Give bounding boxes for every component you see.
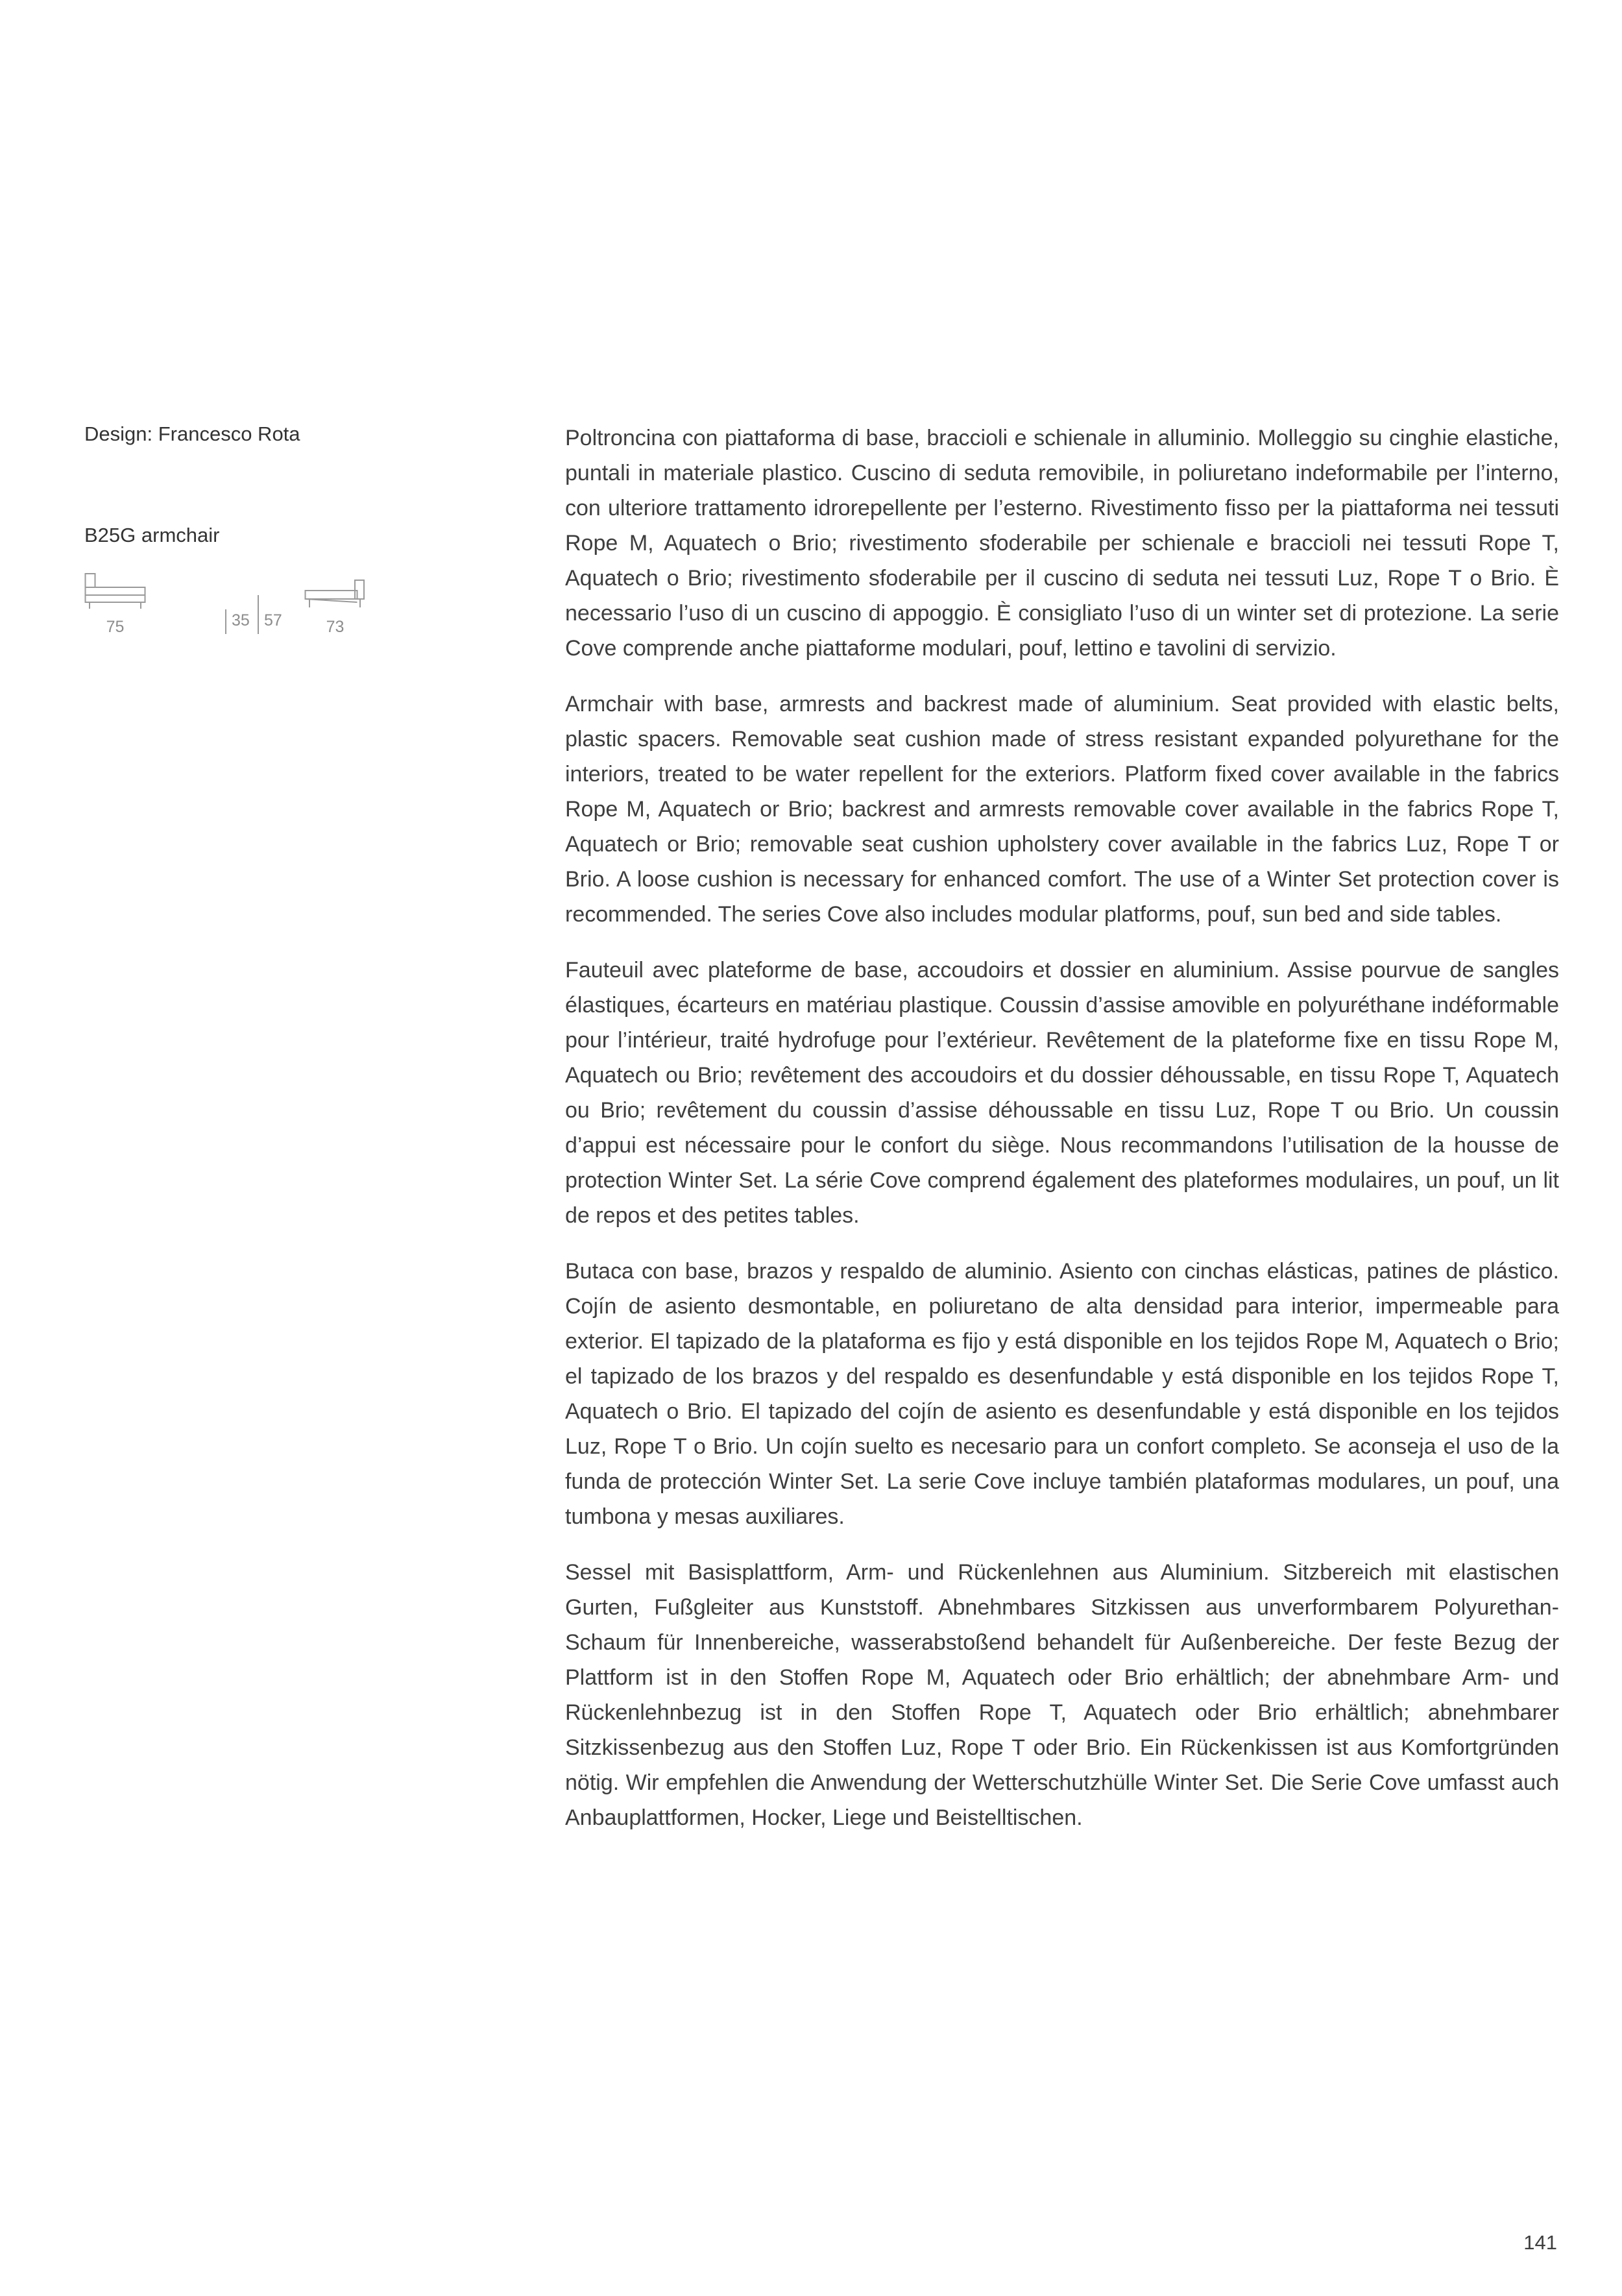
product-model-name: B25G armchair (84, 524, 220, 546)
seat-height-dimension: 35 (232, 611, 250, 629)
description-italian: Poltroncina con piattaforma di base, braccioli e schienale in alluminio. Molleggio su cinghie elastiche, puntali in materiale plastico. Cuscino di seduta removibile, in poliuretano indeformabile per l’interno, con ulteriore trattamento idrorepellente per l’esterno. Rivestimento fisso per la piattaforma nei tessuti Rope M, Aquatech o Brio; rivestimento sfoderabile per schienale e braccioli nei tessuti Rope T, Aquatech o Brio; rivestimento sfoderabile per il cuscino di seduta nei tessuti Luz, Rope T o Brio. È necessario l’uso di un cuscino di appoggio. È consigliato l’uso di un winter set di protezione. La serie Cove comprende anche piattaforme modulari, pouf, lettino e tavolini di servizio. (565, 426, 1559, 661)
armchair-front-view (304, 566, 366, 637)
armchair-side-view-icon (84, 566, 146, 613)
armchair-side-view (84, 566, 146, 637)
description-spanish: Butaca con base, brazos y respaldo de aluminio. Asiento con cinchas elásticas, patines de plástico. Cojín de asiento desmontable, en poliuretano de alta densidad para interior, impermeable para exterior. El tapizado de la plataforma es fijo y está disponible en los tejidos Rope M, Aquatech o Brio; el tapizado de los brazos y del respaldo es desenfundable y está disponible en los tejidos Rope T, Aquatech o Brio. El tapizado del cojín de asiento es desenfundable y está disponible en los tejidos Luz, Rope T o Brio. Un cojín suelto es necesario para un confort completo. Se aconseja el uso de la funda de protección Winter Set. La serie Cove incluye también plataformas modulares, un pouf, una tumbona y mesas auxiliares. (565, 1259, 1559, 1529)
page-number: 141 (1523, 2231, 1557, 2254)
technical-drawings (84, 566, 366, 637)
height-dimensions (223, 590, 287, 637)
front-width-dimension: 73 (326, 618, 345, 636)
side-width-dimension: 75 (106, 618, 125, 636)
total-height-dimension: 57 (264, 611, 282, 629)
description-french: Fauteuil avec plateforme de base, accoudoirs et dossier en aluminium. Assise pourvue de sangles élastiques, écarteurs en matériau plastique. Coussin d’assise amovible en polyuréthane indéformable pour l’intérieur, traité hydrofuge pour l’extérieur. Revêtement de la plateforme fixe en tissu Rope M, Aquatech ou Brio; revêtement des accoudoirs et du dossier déhoussable, en tissu Rope T, Aquatech ou Brio; revêtement du coussin d’assise déhoussable en tissu Luz, Rope T ou Brio. Un coussin d’appui est nécessaire pour le confort du siège. Nous recommandons l’utilisation de la housse de protection Winter Set. La série Cove comprend également des plateformes modulaires, un pouf, un lit de repos et des petites tables. (565, 958, 1559, 1228)
designer-credit: Design: Francesco Rota (84, 422, 300, 445)
armchair-front-view-icon (304, 566, 366, 613)
description-german: Sessel mit Basisplattform, Arm- und Rückenlehnen aus Aluminium. Sitzbereich mit elastischen Gurten, Fußgleiter aus Kunststoff. Abnehmbares Sitzkissen aus unverformbarem Polyurethan-Schaum für Innenbereiche, wasserabstoßend behandelt für Außenbereiche. Der feste Bezug der Plattform ist in den Stoffen Rope M, Aquatech oder Brio erhältlich; der abnehmbare Arm- und Rückenlehnbezug ist in den Stoffen Rope T, Aquatech oder Brio erhältlich; abnehmbarer Sitzkissenbezug aus den Stoffen Luz, Rope T oder Brio. Ein Rückenkissen ist aus Komfortgründen nötig. Wir empfehlen die Anwendung der Wetterschutzhülle Winter Set. Die Serie Cove umfasst auch Anbauplattformen, Hocker, Liege und Beistelltischen. (565, 1560, 1559, 1830)
height-dimension-lines-icon (223, 590, 287, 637)
description-english: Armchair with base, armrests and backrest made of aluminium. Seat provided with elastic belts, plastic spacers. Removable seat cushion made of stress resistant expanded polyurethane for the interiors, treated to be water repellent for the exteriors. Platform fixed cover available in the fabrics Rope M, Aquatech or Brio; backrest and armrests removable cover available in the fabrics Rope T, Aquatech or Brio; removable seat cushion upholstery cover available in the fabrics Luz, Rope T or Brio. A loose cushion is necessary for enhanced comfort. The use of a Winter Set protection cover is recommended. The series Cove also includes modular platforms, pouf, sun bed and side tables. (565, 692, 1559, 927)
product-descriptions (565, 421, 1559, 1856)
